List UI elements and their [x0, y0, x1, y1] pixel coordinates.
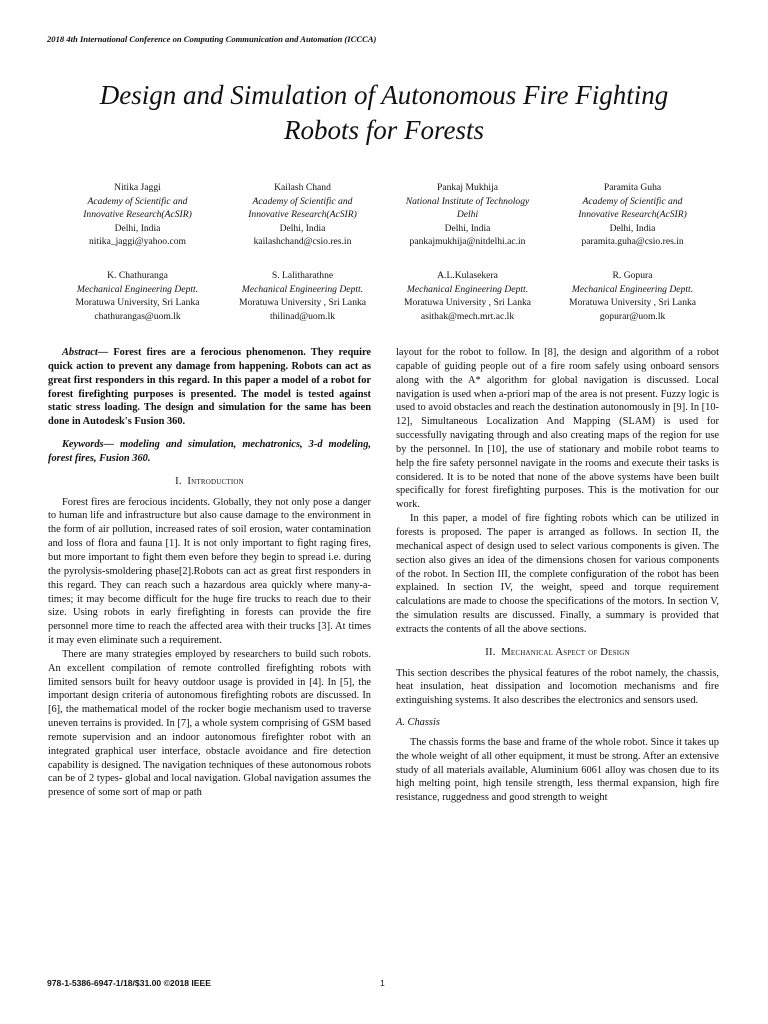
author-affiliation: Academy of Scientific and [87, 195, 188, 207]
author-location: Moratuwa University , Sri Lanka [403, 297, 532, 309]
author-affiliation: National Institute of Technology [405, 195, 530, 207]
author-email: gopurar@uom.lk [599, 310, 666, 322]
right-column [396, 346, 719, 805]
author-email: thilinad@uom.lk [269, 310, 336, 322]
author-affiliation: Mechanical Engineering Deptt. [241, 283, 364, 295]
keywords: Keywords— modeling and simulation, mechatronics, 3-d modeling, forest fires, Fusion 360. [48, 439, 371, 464]
conference-header: 2018 4th International Conference on Computing Communication and Automation (ICCCA) [47, 34, 377, 44]
author-affiliation: Mechanical Engineering Deptt. [76, 283, 199, 295]
title-line-1: Design and Simulation of Autonomous Fire Fighting [99, 80, 669, 110]
author-location: Delhi, India [279, 222, 326, 234]
abstract [48, 346, 371, 429]
author-block [385, 181, 550, 249]
author-location: Moratuwa University, Sri Lanka [75, 297, 200, 309]
author-name: S. Lalitharathne [271, 270, 334, 281]
author-name: K. Chathuranga [107, 270, 168, 281]
author-location: Delhi, India [609, 222, 656, 234]
author-affiliation: Innovative Research(AcSIR) [83, 209, 192, 221]
author-row-2 [55, 269, 715, 323]
author-block [55, 269, 220, 323]
left-column [48, 346, 371, 800]
abstract-text: Forest fires are a ferocious phenomenon. They require quick action to prevent any damage from happening. Robots can act as great first responders in this regard. In this paper a model of a robot for forest firefighting purposes is presented. The model is tested against static stress loading. The design and simulation for the same has been done in Autodesk's Fusion 360. [48, 347, 371, 428]
author-affiliation: Academy of Scientific and [252, 195, 353, 207]
author-email: paramita.guha@csio.res.in [581, 236, 684, 248]
paragraph: Forest fires are ferocious incidents. Globally, they not only pose a danger to human life and infrastructure but also cause damage to the environment in the form of air pollution, increased rates of soil erosion, water contamination and loss of flora and fauna [1]. It is not only important to fight raging fires, but more important to fight them even before they begin to spread i.e. during the pyrolysis-smoldering phase[2].Robots can act as great first responders in this regard. They can reach such a hazardous area quickly where many-a-times; it may become difficult for the huge fire trucks to reach due to their size. Using robots in early firefighting in forests can provide the fire personnel more time to reach the affected area with their trucks [3]. At times it may even eliminate such a requirement. [48, 496, 371, 647]
author-location: Delhi, India [444, 222, 491, 234]
author-affiliation: Academy of Scientific and [582, 195, 683, 207]
author-block [220, 269, 385, 323]
paragraph: In this paper, a model of fire fighting robots which can be utilized in forests is proposed. The paper is arranged as follows. In section II, the mechanical aspect of design used to select various components is given. The section also gives an idea of the dimensions chosen for various components of the robot. In Section III, the complete configuration of the robot has been explained. In section IV, the weight, speed and torque requirement calculations are made to choose the specifications of the motors. In section V, the simulation results are discussed. Finally, a summary is provided that extracts the contents of all the above sections. [396, 513, 719, 635]
author-affiliation: Delhi [456, 209, 479, 221]
paragraph: The chassis forms the base and frame of the whole robot. Since it takes up the whole weight of all other equipment, it must be strong. After an extensive study of all materials available, Aluminium 6061 alloy was chosen due to its high melting point, high tensile strength, less thermal expansion, high fire resistance, ruggedness and good strength to weight [396, 736, 719, 804]
author-block [385, 269, 550, 323]
section-title: Mechanical Aspect of Design [501, 646, 630, 658]
author-name: R. Gopura [612, 270, 653, 281]
subsection-heading-chassis: A. Chassis [396, 717, 440, 729]
section-heading-mechanical [396, 646, 719, 660]
page-number: 1 [380, 978, 385, 988]
paragraph: This section describes the physical features of the robot namely, the chassis, heat insulation, heat dissipation and locomotion mechanisms and fire extinguishing systems. It also describes the electronics and sensors used. [396, 667, 719, 707]
author-block [55, 181, 220, 249]
author-row-1 [55, 181, 715, 249]
author-affiliation: Mechanical Engineering Deptt. [571, 283, 694, 295]
author-affiliation: Innovative Research(AcSIR) [578, 209, 687, 221]
author-location: Delhi, India [114, 222, 161, 234]
author-block [220, 181, 385, 249]
author-name: Nitika Jaggi [114, 182, 161, 193]
author-email: asithak@mech.mrt.ac.lk [420, 310, 515, 322]
paper-title [40, 78, 728, 148]
author-email: chathurangas@uom.lk [94, 310, 181, 322]
author-email: nitika_jaggi@yahoo.com [88, 236, 187, 248]
copyright-footer: 978-1-5386-6947-1/18/$31.00 ©2018 IEEE [47, 978, 212, 988]
author-name: A.L.Kulasekera [437, 270, 498, 281]
author-email: pankajmukhija@nitdelhi.ac.in [409, 236, 526, 248]
author-location: Moratuwa University , Sri Lanka [568, 297, 697, 309]
title-line-2: Robots for Forests [283, 115, 484, 145]
author-block [550, 181, 715, 249]
author-email: kailashchand@csio.res.in [253, 236, 352, 248]
author-affiliation: Innovative Research(AcSIR) [248, 209, 357, 221]
section-title: Introduction [187, 475, 244, 487]
author-name: Kailash Chand [274, 182, 331, 193]
paragraph: layout for the robot to follow. In [8], the design and algorithm of a robot capable of guiding people out of a fire room safely using onboard sensors along with the A* algorithm for global navigation is discussed. Local navigation is used when a-priori map of the area is not present. Fuzzy logic is used to avoid obstacles and reach the destination autonomously in [9]. In [10-12], Simultaneous Localization And Mapping (SLAM) is used for successfully navigating through and also creating maps of the region for use by the personnel. In [10], the use of stationary and mobile robot teams to help the fire safety personnel navigate in the rooms and execute their tasks is considered. It is to be noted that none of the above systems have been built specifically for forest firefighting purposes. This is the motivation for our work. [396, 347, 719, 511]
author-location: Moratuwa University , Sri Lanka [238, 297, 367, 309]
section-heading-introduction [48, 475, 371, 489]
abstract-label: Abstract— [62, 347, 109, 358]
author-block [550, 269, 715, 323]
section-number: I. [175, 475, 182, 487]
paragraph: There are many strategies employed by researchers to build such robots. An excellent compilation of remote controlled firefighting robots with limited sensors built for heavy outdoor usage is provided in [4]. In [5], the important design criteria of autonomous firefighting robots are discussed. In [6], the mathematical model of the rocker bogie mechanism used to traverse uneven terrains is provided. In [7], a whole system comprising of GSM based remote supervision and an indoor autonomous firefighter robot with an integrated graphical user interface, obstacle avoidance and fire detection capability is designed. The navigation techniques of these autonomous robots can be of 2 types- global and local navigation. Global navigation assumes the presence of some sort of map or path [48, 648, 371, 799]
author-name: Pankaj Mukhija [436, 182, 499, 193]
author-name: Paramita Guha [603, 182, 662, 193]
section-number: II. [485, 646, 496, 658]
author-affiliation: Mechanical Engineering Deptt. [406, 283, 529, 295]
